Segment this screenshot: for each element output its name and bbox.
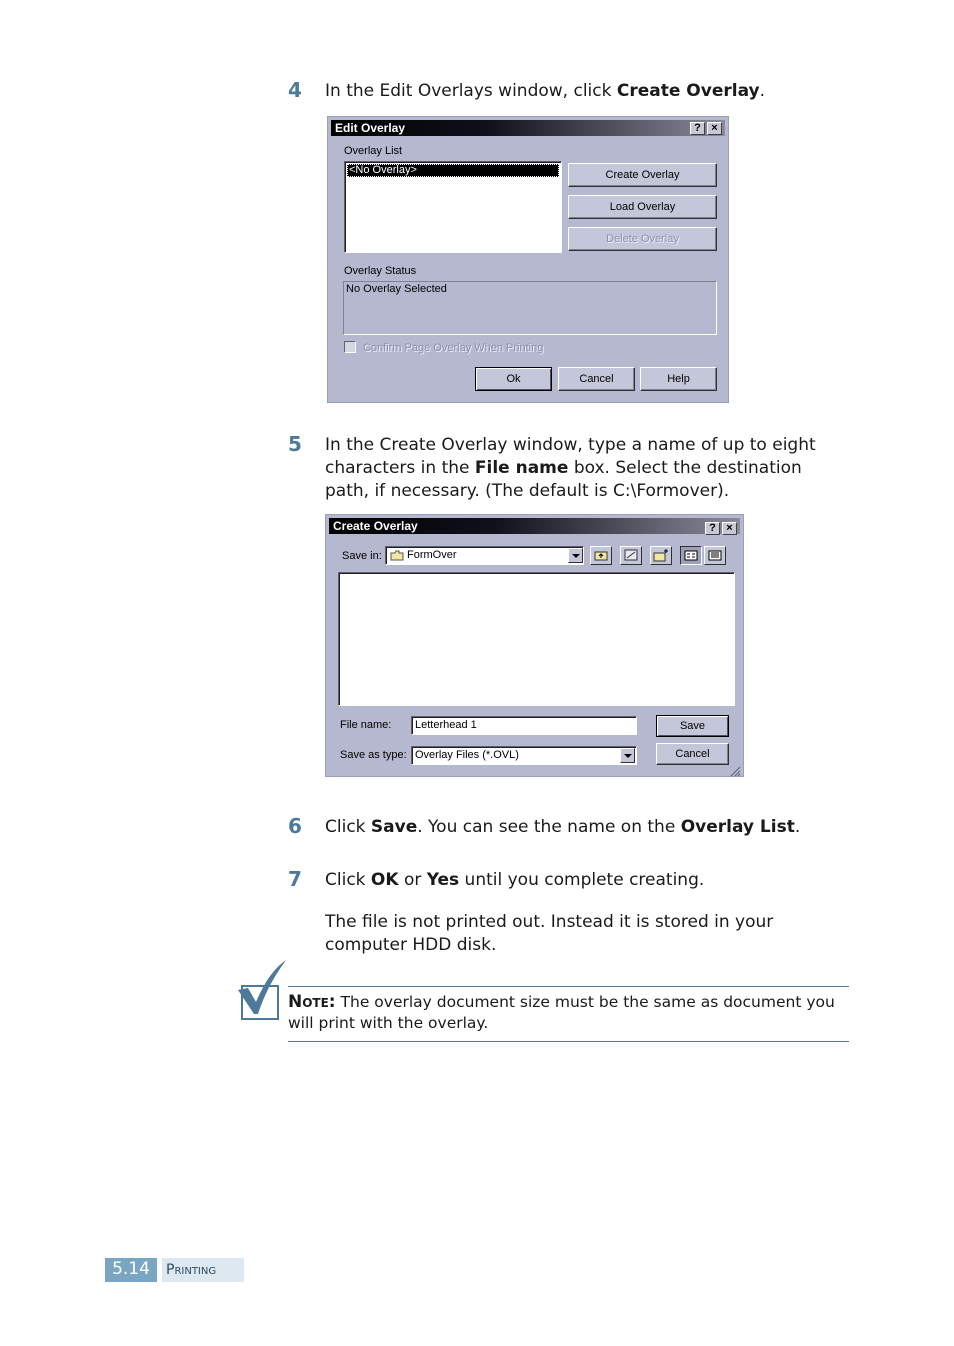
up-folder-icon[interactable] [590, 546, 612, 565]
list-view-icon[interactable] [680, 546, 702, 565]
step-4-pre: In the Edit Overlays window, click [325, 81, 617, 101]
note [288, 992, 850, 1034]
help-icon[interactable]: ? [705, 522, 720, 535]
step-7-bold: OK [370, 870, 399, 890]
ok-button[interactable]: Ok [475, 367, 552, 391]
step-6-bold: Save [370, 817, 418, 837]
step-7-text [325, 869, 845, 892]
file-list-area[interactable] [338, 572, 735, 706]
step-7-extra: The file is not printed out. Instead it is stored in your computer HDD disk. [325, 912, 774, 955]
overlay-list-label: Overlay List [344, 145, 403, 157]
create-overlay-title: Create Overlay [333, 519, 418, 533]
note-bottom-rule [288, 1041, 849, 1042]
step-6-pre: Click [325, 817, 371, 837]
step-7-bold2: Yes [426, 870, 460, 890]
step-7-mid: or [398, 870, 427, 890]
folder-icon [390, 550, 404, 560]
step-4-post: . [759, 81, 766, 101]
help-button[interactable]: Help [640, 367, 717, 391]
details-view-icon[interactable] [704, 546, 726, 565]
step-5-post: box. Select the destination path, if necessary. (The default is C:\Formover). [325, 458, 802, 501]
overlay-status-label: Overlay Status [344, 265, 417, 277]
step-7-post: until you complete creating. [459, 870, 705, 890]
overlay-status-box [343, 281, 717, 335]
overlay-list[interactable] [344, 161, 562, 253]
edit-overlay-dialog [327, 116, 729, 403]
file-name-input[interactable]: Letterhead 1 [411, 716, 637, 735]
desktop-icon[interactable] [620, 546, 642, 565]
save-in-label: Save in: [342, 550, 382, 562]
step-5-pre: In the Create Overlay window, type a name of up to eight characters in the [325, 435, 816, 478]
step-4-text [325, 80, 845, 103]
load-overlay-button[interactable]: Load Overlay [568, 195, 717, 219]
save-button[interactable]: Save [656, 715, 729, 737]
step-5-bold: File name [474, 458, 569, 478]
confirm-label: Confirm Page Overlay When Printing [363, 342, 544, 354]
step-6-bold2: Overlay List [680, 817, 795, 837]
step-number-4: 4 [288, 78, 302, 102]
edit-overlay-titlebar [331, 120, 725, 136]
save-in-select[interactable] [385, 546, 584, 565]
save-as-type-dropdown-icon[interactable] [620, 748, 635, 763]
step-6-mid: . You can see the name on the [417, 817, 681, 837]
help-icon[interactable]: ? [690, 122, 705, 135]
file-name-label: File name: [340, 719, 392, 731]
new-folder-icon[interactable] [650, 546, 672, 565]
note-label: Note: [288, 992, 336, 1012]
note-text: The overlay document size must be the same as document you will print with the overlay. [288, 993, 835, 1032]
checkmark-icon [236, 958, 288, 1022]
overlay-status-text: No Overlay Selected [346, 283, 447, 295]
cancel-button[interactable]: Cancel [558, 367, 635, 391]
step-4-bold: Create Overlay [616, 81, 760, 101]
edit-overlay-title: Edit Overlay [335, 121, 406, 135]
resize-grip-icon[interactable] [729, 762, 741, 774]
step-6-post: . [794, 817, 801, 837]
create-overlay-button[interactable]: Create Overlay [568, 163, 717, 187]
delete-overlay-button[interactable]: Delete Overlay [568, 227, 717, 251]
create-overlay-dialog [325, 514, 744, 777]
save-in-value: FormOver [407, 549, 457, 561]
step-5-text [325, 434, 845, 503]
step-number-7: 7 [288, 867, 302, 891]
page-number: 5.14 [105, 1258, 157, 1282]
save-as-type-select[interactable]: Overlay Files (*.OVL) [411, 746, 637, 765]
save-in-dropdown-icon[interactable] [568, 548, 583, 563]
close-icon[interactable]: × [707, 122, 722, 135]
create-overlay-titlebar [329, 518, 740, 534]
note-top-rule [288, 986, 849, 987]
save-as-type-label: Save as type: [340, 749, 407, 761]
step-number-6: 6 [288, 814, 302, 838]
overlay-list-item[interactable]: <No Overlay> [347, 164, 559, 177]
close-icon[interactable]: × [722, 522, 737, 535]
step-6-text [325, 816, 845, 839]
step-7-pre: Click [325, 870, 371, 890]
step-number-5: 5 [288, 432, 302, 456]
section-name: Printing [162, 1258, 244, 1282]
confirm-checkbox[interactable] [344, 341, 356, 353]
cancel-button[interactable]: Cancel [656, 743, 729, 765]
